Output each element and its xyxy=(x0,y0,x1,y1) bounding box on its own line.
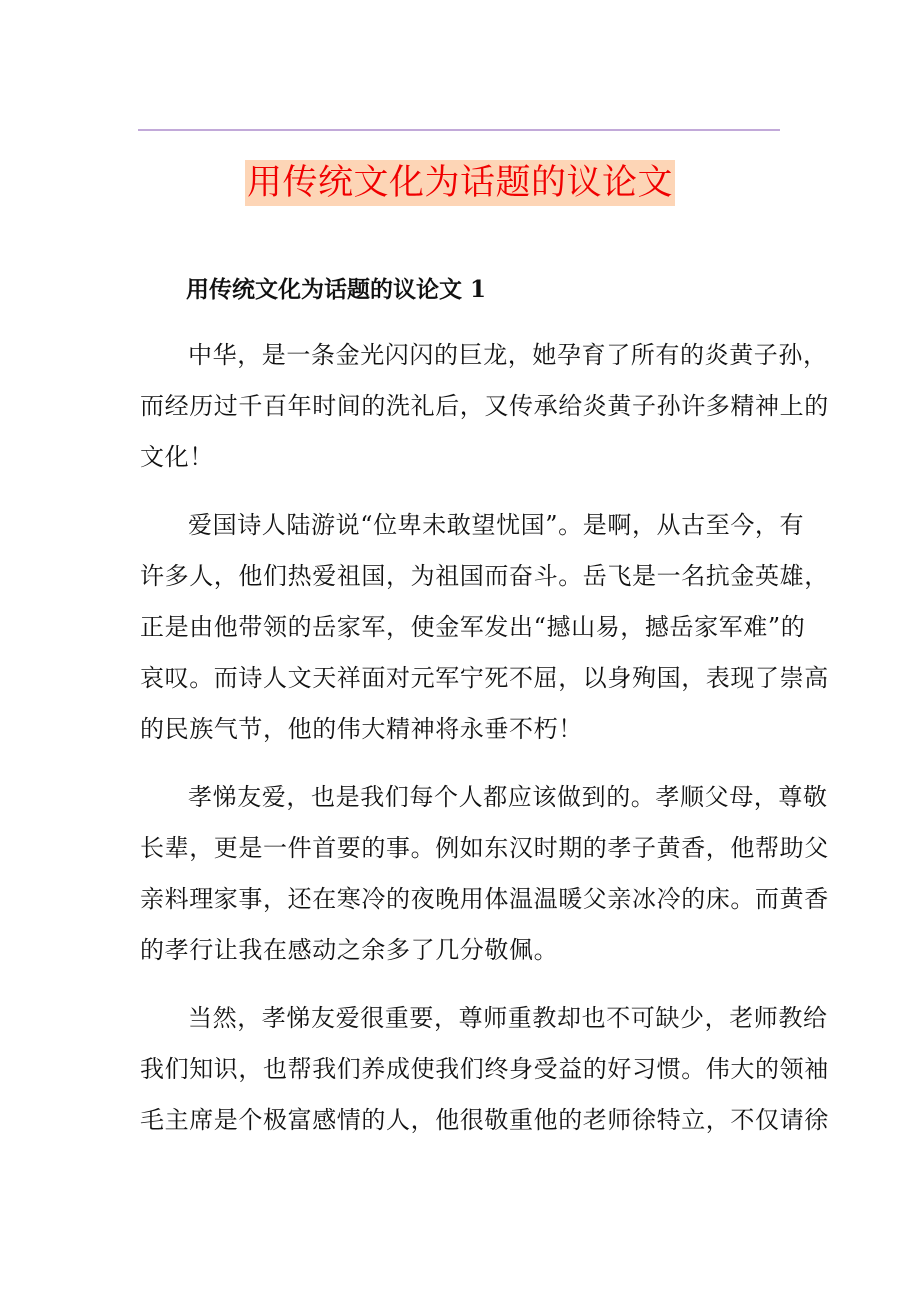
paragraph-line: 亲料理家事，还在寒冷的夜晚用体温温暖父亲冰冷的床。而黄香 xyxy=(140,885,829,913)
document-title: 用传统文化为话题的议论文 xyxy=(245,160,675,206)
paragraph-line: 当然，孝悌友爱很重要，尊师重教却也不可缺少，老师教给 xyxy=(188,1004,828,1032)
paragraph xyxy=(140,772,829,976)
paragraph xyxy=(140,993,829,1146)
paragraph-line: 毛主席是个极富感情的人，他很敬重他的老师徐特立，不仅请徐 xyxy=(140,1106,829,1134)
paragraph-line: 而经历过千百年时间的洗礼后，又传承给炎黄子孙许多精神上的 xyxy=(140,392,829,420)
paragraph-line: 爱国诗人陆游说“位卑未敢望忧国”。是啊，从古至今，有 xyxy=(188,511,805,539)
paragraph-line: 的孝行让我在感动之余多了几分敬佩。 xyxy=(140,936,559,964)
paragraph-line: 哀叹。而诗人文天祥面对元军宁死不屈，以身殉国，表现了崇高 xyxy=(140,664,829,692)
paragraphs xyxy=(140,330,829,1146)
paragraph-line: 我们知识，也帮我们养成使我们终身受益的好习惯。伟大的领袖 xyxy=(140,1055,829,1083)
paragraph-line: 长辈，更是一件首要的事。例如东汉时期的孝子黄香，他帮助父 xyxy=(140,834,829,862)
paragraph-line: 的民族气节，他的伟大精神将永垂不朽！ xyxy=(140,715,583,743)
section-heading: 用传统文化为话题的议论文 1 xyxy=(186,276,487,303)
paragraph-line: 中华，是一条金光闪闪的巨龙，她孕育了所有的炎黄子孙， xyxy=(188,341,828,369)
paragraph-line: 正是由他带领的岳家军，使金军发出“撼山易，撼岳家军难”的 xyxy=(140,613,806,641)
paragraph xyxy=(140,330,829,483)
paragraph-line: 孝悌友爱，也是我们每个人都应该做到的。孝顺父母，尊敬 xyxy=(188,783,828,811)
title-container xyxy=(0,160,920,206)
paragraph-line: 文化！ xyxy=(140,443,214,471)
paragraph-line: 许多人，他们热爱祖国，为祖国而奋斗。岳飞是一名抗金英雄， xyxy=(140,562,829,590)
document-body xyxy=(140,270,829,1163)
paragraph xyxy=(140,500,829,755)
header-divider xyxy=(138,129,780,131)
